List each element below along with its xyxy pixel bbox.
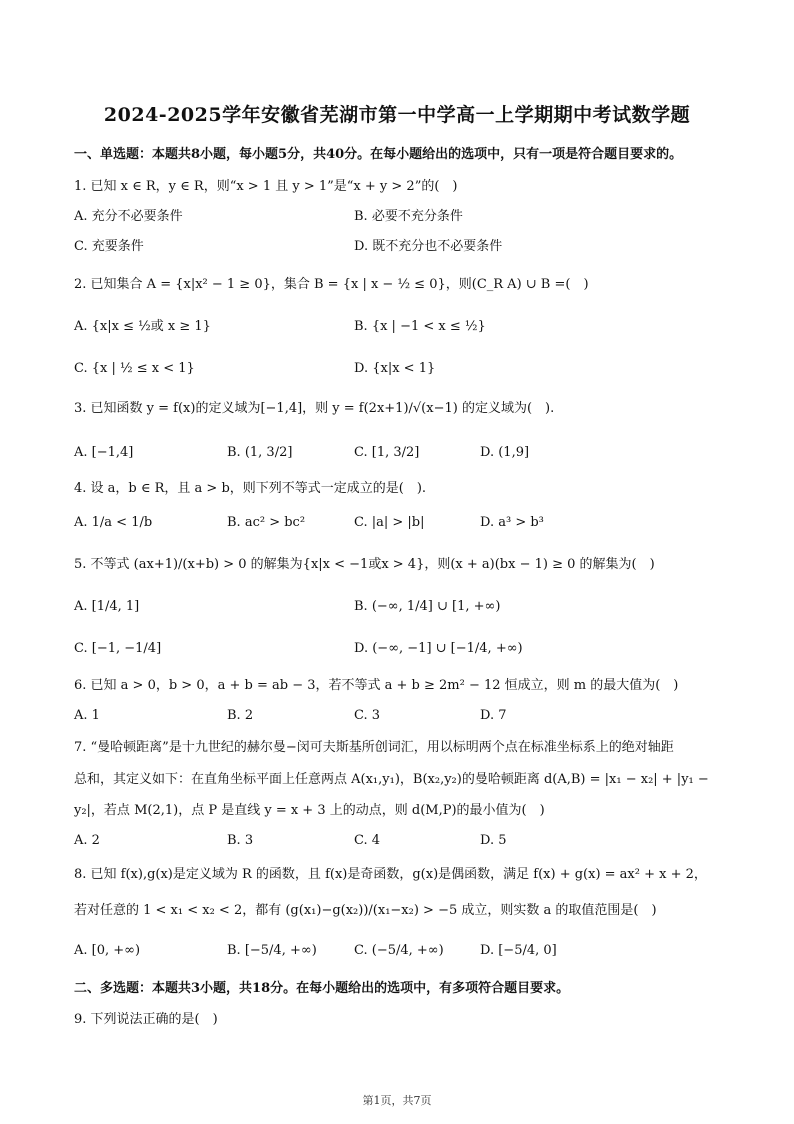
question-4-option-d: D. a³ > b³: [480, 515, 544, 530]
question-8-option-c: C. (−5/4, +∞): [354, 943, 444, 958]
page-footer: 第1页，共7页: [362, 1094, 432, 1107]
question-8-option-a: A. [0, +∞): [74, 943, 141, 958]
question-3-stem: 3. 已知函数 y = f(x)的定义域为[−1,4]，则 y = f(2x+1)/√(x−1) 的定义域为( ).: [74, 401, 555, 416]
question-7-line-2: 总和，其定义如下：在直角坐标平面上任意两点 A(x₁,y₁)，B(x₂,y₂)的曼哈顿距离 d(A,B) = |x₁ − x₂| + |y₁ −: [74, 772, 709, 787]
question-3-option-c: C. [1, 3/2]: [354, 445, 420, 460]
question-3-option-b: B. (1, 3/2]: [227, 445, 293, 460]
question-7-option-a: A. 2: [74, 833, 100, 848]
question-1-option-b: B. 必要不充分条件: [354, 209, 463, 224]
question-7-option-b: B. 3: [227, 833, 254, 848]
question-7-option-c: C. 4: [354, 833, 381, 848]
question-9-stem: 9. 下列说法正确的是( ): [74, 1012, 218, 1027]
question-5-option-a: A. [1/4, 1]: [74, 599, 140, 614]
question-3-option-d: D. (1,9]: [480, 445, 530, 460]
question-2-stem: 2. 已知集合 A = {x|x² − 1 ≥ 0}，集合 B = {x | x − ½ ≤ 0}，则(C_R A) ∪ B =( ): [74, 277, 589, 292]
question-2-option-d: D. {x|x < 1}: [354, 361, 436, 376]
question-8-line-1: 8. 已知 f(x),g(x)是定义域为 R 的函数，且 f(x)是奇函数，g(x)是偶函数，满足 f(x) + g(x) = ax² + x + 2，: [74, 867, 707, 882]
question-4-option-a: A. 1/a < 1/b: [74, 515, 153, 530]
question-6-option-b: B. 2: [227, 708, 254, 723]
question-2-option-b: B. {x | −1 < x ≤ ½}: [354, 319, 486, 334]
question-5-option-d: D. (−∞, −1] ∪ [−1/4, +∞): [354, 641, 523, 656]
question-8-line-2: 若对任意的 1 < x₁ < x₂ < 2，都有 (g(x₁)−g(x₂))/(x₁−x₂) > −5 成立，则实数 a 的取值范围是( ): [74, 903, 657, 918]
question-4-option-c: C. |a| > |b|: [354, 515, 425, 530]
question-4-option-b: B. ac² > bc²: [227, 515, 306, 530]
question-1-option-a: A. 充分不必要条件: [74, 209, 183, 224]
question-1-stem: 1. 已知 x ∈ R，y ∈ R，则“x > 1 且 y > 1”是“x + y > 2”的( ): [74, 179, 458, 194]
question-2-option-c: C. {x | ½ ≤ x < 1}: [74, 361, 195, 376]
question-6-stem: 6. 已知 a > 0，b > 0，a + b = ab − 3，若不等式 a + b ≥ 2m² − 12 恒成立，则 m 的最大值为( ): [74, 678, 679, 693]
question-6-option-c: C. 3: [354, 708, 381, 723]
page-title: 2024-2025学年安徽省芜湖市第一中学高一上学期期中考试数学题: [103, 104, 691, 126]
question-5-option-c: C. [−1, −1/4]: [74, 641, 162, 656]
question-4-stem: 4. 设 a，b ∈ R，且 a > b，则下列不等式一定成立的是( ).: [74, 481, 427, 496]
question-1-option-c: C. 充要条件: [74, 239, 144, 254]
question-7-line-3: y₂|，若点 M(2,1)，点 P 是直线 y = x + 3 上的动点，则 d(M,P)的最小值为( ): [74, 803, 545, 818]
question-3-option-a: A. [−1,4]: [74, 445, 134, 460]
question-6-option-d: D. 7: [480, 708, 507, 723]
question-5-stem: 5. 不等式 (ax+1)/(x+b) > 0 的解集为{x|x < −1或x > 4}，则(x + a)(bx − 1) ≥ 0 的解集为( ): [74, 557, 655, 572]
section-heading-multiple-choice: 二、多选题：本题共3小题，共18分。在每小题给出的选项中，有多项符合题目要求。: [74, 981, 570, 996]
question-2-option-a: A. {x|x ≤ ½或 x ≥ 1}: [74, 319, 211, 334]
question-7-option-d: D. 5: [480, 833, 507, 848]
question-8-option-d: D. [−5/4, 0]: [480, 943, 557, 958]
question-5-option-b: B. (−∞, 1/4] ∪ [1, +∞): [354, 599, 501, 614]
section-heading-single-choice: 一、单选题：本题共8小题，每小题5分，共40分。在每小题给出的选项中，只有一项是符合题目要求的。: [74, 147, 683, 162]
question-6-option-a: A. 1: [74, 708, 100, 723]
question-7-line-1: 7. “曼哈顿距离”是十九世纪的赫尔曼−闵可夫斯基所创词汇，用以标明两个点在标准坐标系上的绝对轴距: [74, 740, 674, 755]
question-8-option-b: B. [−5/4, +∞): [227, 943, 317, 958]
question-1-option-d: D. 既不充分也不必要条件: [354, 239, 503, 254]
